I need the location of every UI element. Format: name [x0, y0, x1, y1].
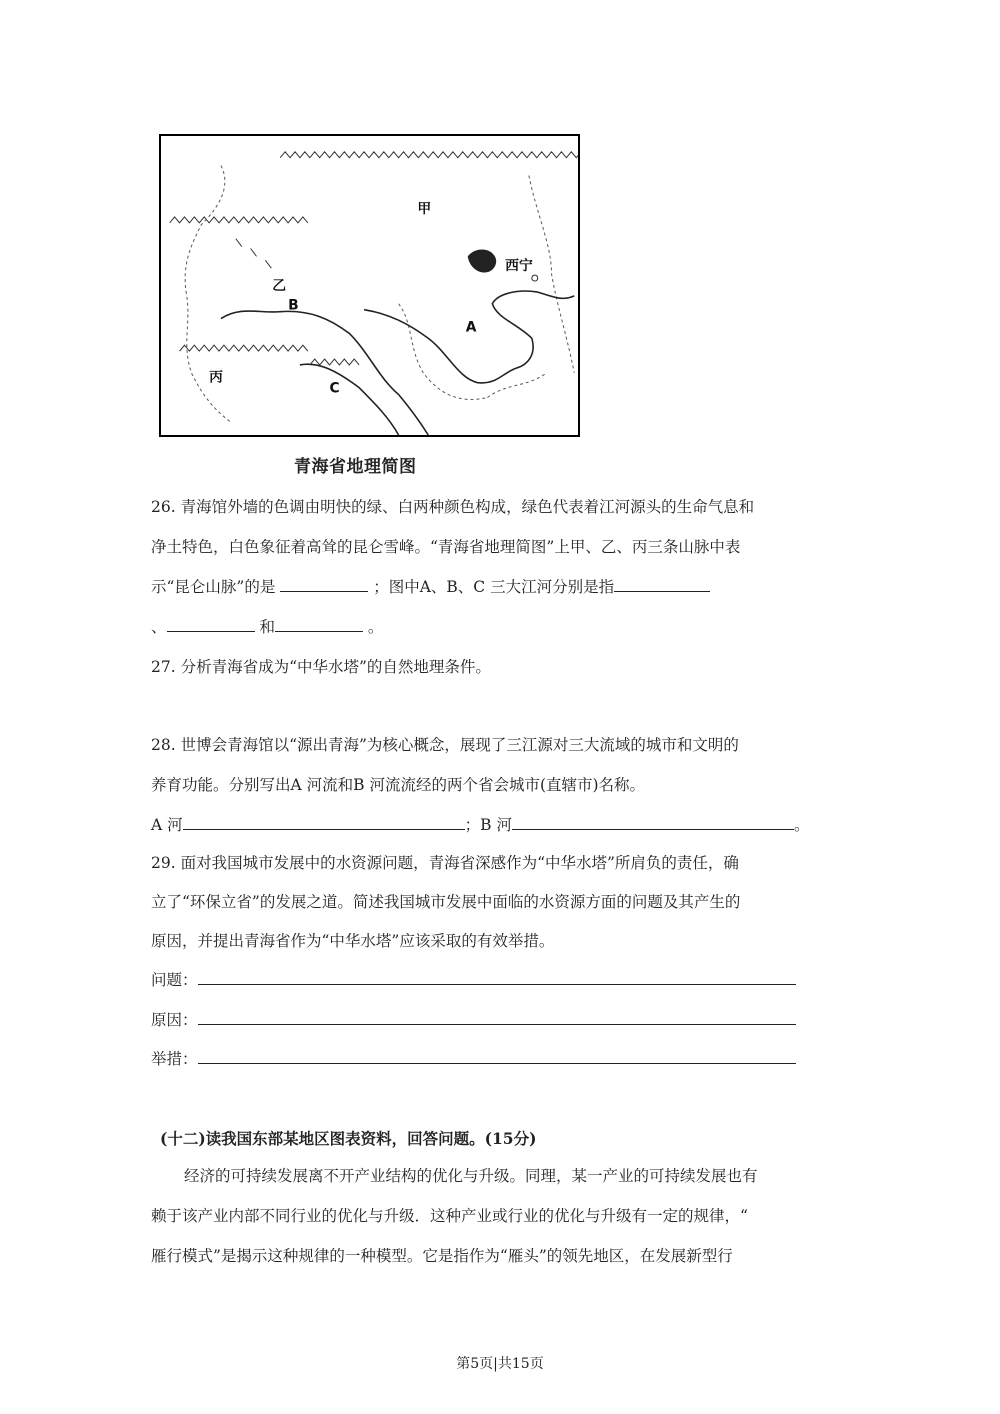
q26-answer-blank-river-b[interactable]: [167, 617, 255, 632]
label-jia: 甲: [417, 200, 432, 217]
q29-line-1: 29. 面对我国城市发展中的水资源问题，青海省深感作为“中华水塔”所肩负的责任，确: [151, 854, 739, 872]
label-bing: 丙: [209, 369, 223, 386]
q29-line-3: 原因，并提出青海省作为“中华水塔”应该采取的有效举措。: [151, 932, 555, 950]
q29-measure-row: [151, 1049, 796, 1069]
q29-measure-blank[interactable]: [198, 1049, 796, 1064]
q28-answer-blank-b[interactable]: [512, 815, 794, 830]
xining-city-marker: [532, 275, 538, 281]
river-b: [221, 311, 428, 435]
q29-reason-label: 原因：: [151, 1011, 198, 1029]
label-c: C: [329, 380, 340, 397]
province-boundary: [185, 166, 574, 423]
q29-reason-row: [151, 1010, 796, 1030]
label-a: A: [465, 319, 477, 336]
section-12-paragraph-line-1: 经济的可持续发展离不开产业结构的优化与升级。同理，某一产业的可持续发展也有: [184, 1167, 758, 1185]
q26-line-1: 26. 青海馆外墙的色调由明快的绿、白两种颜色构成，绿色代表着江河源头的生命气息和: [151, 498, 755, 516]
q26-answer-blank-river-a[interactable]: [614, 577, 710, 592]
q28-end: 。: [793, 816, 810, 834]
q28-line-2: 养育功能。分别写出A 河流和B 河流流经的两个省会城市(直辖市)名称。: [151, 776, 646, 794]
q28-b-label: ；B 河: [464, 816, 512, 834]
q28-answer-line: [151, 815, 809, 835]
q29-problem-label: 问题：: [151, 971, 198, 989]
map-figure: [161, 136, 578, 435]
q29-problem-row: [151, 970, 796, 990]
river-a: [364, 291, 574, 383]
xining-urban-area: [468, 249, 497, 272]
qinghai-map: [159, 134, 580, 437]
q26-line-4: [151, 617, 383, 637]
q26-line-3-text-a: 示“昆仑山脉”的是: [151, 578, 281, 596]
q26-line-2: 净土特色，白色象征着高耸的昆仑雪峰。“青海省地理简图”上甲、乙、丙三条山脉中表: [151, 538, 741, 556]
q26-answer-blank-kunlun[interactable]: [280, 577, 368, 592]
q26-line-3: [151, 577, 710, 597]
q26-line-4-text-a: 、: [151, 618, 167, 636]
q28-line-1: 28. 世博会青海馆以“源出青海”为核心概念，展现了三江源对三大流域的城市和文明的: [151, 736, 739, 754]
section-12-paragraph-line-2: 赖于该产业内部不同行业的优化与升级．这种产业或行业的优化与升级有一定的规律，“: [151, 1207, 748, 1225]
river-c: [300, 364, 399, 435]
section-12-title: (十二)读我国东部某地区图表资料，回答问题。(15分): [160, 1129, 537, 1148]
q26-line-3-text-b: ；图中A、B、C 三大江河分别是指: [368, 578, 615, 596]
q29-measure-label: 举措：: [151, 1050, 198, 1068]
q29-problem-blank[interactable]: [198, 970, 796, 985]
q27-line-1: 27. 分析青海省成为“中华水塔”的自然地理条件。: [151, 658, 491, 676]
q29-reason-blank[interactable]: [198, 1010, 796, 1025]
q28-a-label: A 河: [151, 816, 183, 834]
label-b: B: [288, 297, 299, 314]
rivers: [221, 291, 574, 435]
section-12-paragraph-line-3: 雁行模式”是揭示这种规律的一种模型。它是指作为“雁头”的领先地区，在发展新型行: [151, 1247, 733, 1265]
q28-answer-blank-a[interactable]: [183, 815, 465, 830]
q29-line-2: 立了“环保立省”的发展之道。简述我国城市发展中面临的水资源方面的问题及其产生的: [151, 893, 741, 911]
map-caption: 青海省地理简图: [294, 457, 417, 477]
label-yi: 乙: [272, 277, 287, 294]
label-xining: 西宁: [505, 258, 533, 275]
q26-answer-blank-river-c[interactable]: [275, 617, 363, 632]
q26-line-4-text-b: 和: [254, 618, 275, 636]
page-footer: 第5页|共15页: [456, 1356, 544, 1372]
q26-line-4-text-c: 。: [362, 618, 384, 636]
